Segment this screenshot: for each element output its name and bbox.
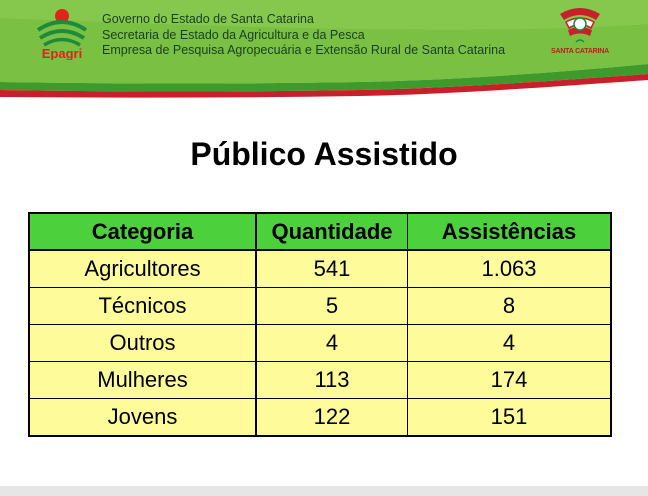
slide-header xyxy=(0,0,648,100)
cell-quantity: 122 xyxy=(256,399,408,437)
header-line-government: Governo do Estado de Santa Catarina xyxy=(102,12,314,26)
table-row xyxy=(29,399,611,437)
audience-table xyxy=(28,212,612,437)
header-line-secretariat: Secretaria de Estado da Agricultura e da Pesca xyxy=(102,27,365,42)
cell-quantity: 113 xyxy=(256,362,408,399)
cell-assistances: 1.063 xyxy=(408,250,612,288)
table-row xyxy=(29,325,611,362)
header-line-company: Empresa de Pesquisa Agropecuária e Extensão Rural de Santa Catarina xyxy=(102,43,506,57)
cell-category: Outros xyxy=(29,325,256,362)
cell-category: Jovens xyxy=(29,399,256,437)
cell-assistances: 151 xyxy=(408,399,612,437)
logo-text: Epagri xyxy=(41,46,83,60)
slide-title: Público Assistido xyxy=(190,136,458,172)
cell-category: Agricultores xyxy=(29,250,256,288)
state-logo-label: SANTA CATARINA xyxy=(551,48,609,55)
cell-assistances: 4 xyxy=(408,325,612,362)
cell-category: Técnicos xyxy=(29,288,256,325)
header-text-block xyxy=(102,12,505,59)
header-assistances: Assistências xyxy=(408,213,612,250)
slide-bottom-bar xyxy=(0,486,648,496)
epagri-logo-icon xyxy=(30,8,94,60)
cell-category: Mulheres xyxy=(29,362,256,399)
cell-assistances: 8 xyxy=(408,288,612,325)
header-quantity: Quantidade xyxy=(256,213,408,250)
cell-quantity: 541 xyxy=(256,250,408,288)
table-row xyxy=(29,288,611,325)
table-header-row xyxy=(29,213,611,250)
table-row xyxy=(29,362,611,399)
header-category: Categoria xyxy=(29,213,256,250)
cell-assistances: 174 xyxy=(408,362,612,399)
table-row xyxy=(29,250,611,288)
cell-quantity: 5 xyxy=(256,288,408,325)
cell-quantity: 4 xyxy=(256,325,408,362)
